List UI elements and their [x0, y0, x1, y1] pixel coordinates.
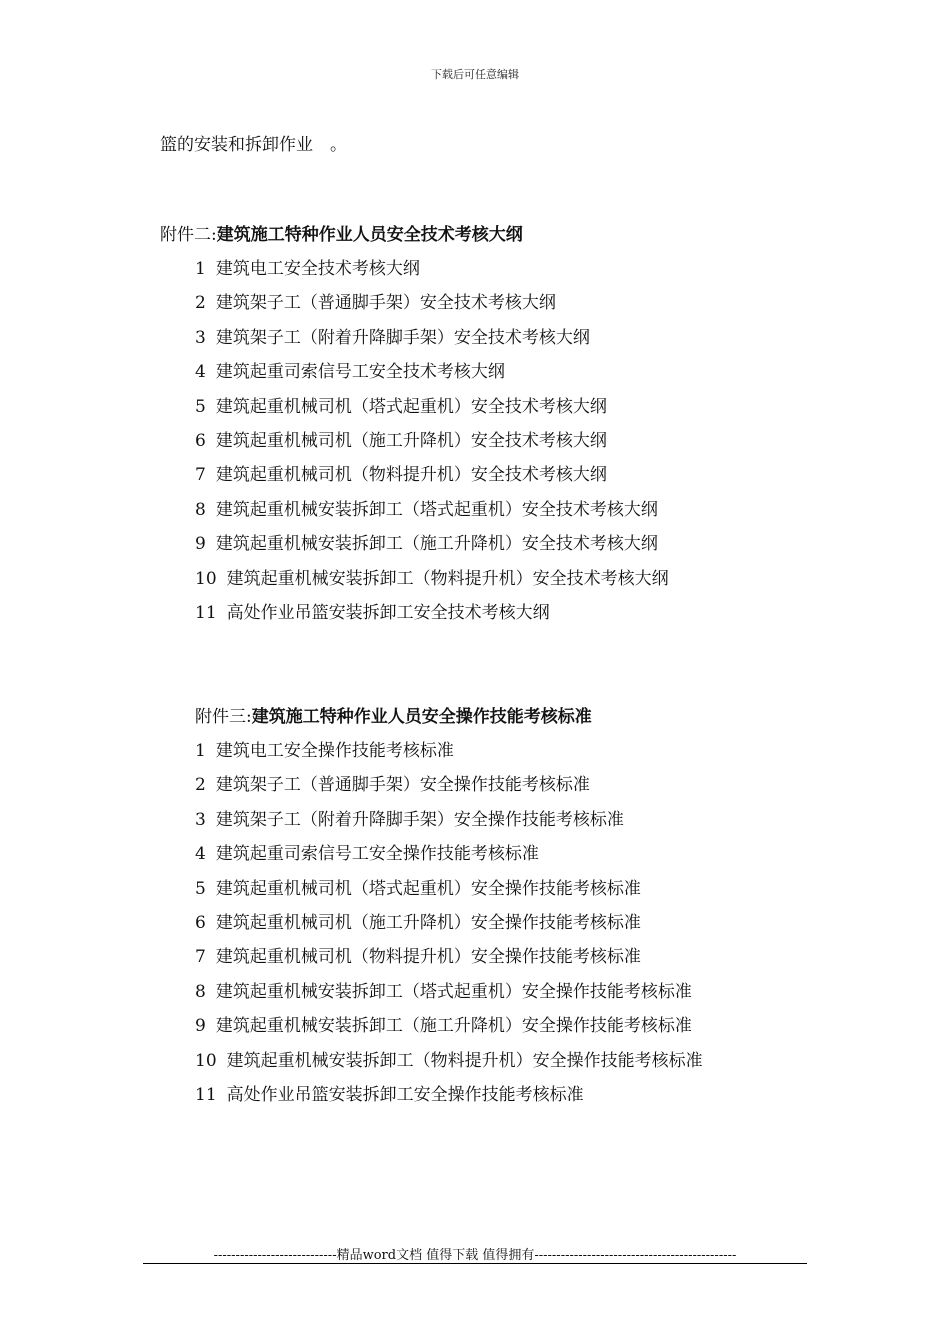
list-item — [195, 321, 669, 355]
item-number: 4 — [195, 362, 206, 383]
appendix-2-title: 建筑施工特种作业人员安全技术考核大纲 — [216, 225, 523, 245]
item-text: 建筑架子工（附着升降脚手架）安全操作技能考核标准 — [215, 809, 624, 830]
item-number: 6 — [195, 430, 206, 451]
item-number: 2 — [195, 293, 206, 314]
list-item — [195, 527, 669, 561]
page-header: 下载后可任意编辑 — [431, 68, 519, 81]
item-number: 1 — [195, 259, 206, 279]
list-item — [195, 906, 703, 940]
list-item — [195, 1044, 703, 1078]
item-text: 建筑电工安全技术考核大纲 — [215, 259, 420, 279]
item-text: 建筑架子工（普通脚手架）安全技术考核大纲 — [215, 293, 556, 314]
item-text: 建筑起重司索信号工安全操作技能考核标准 — [215, 844, 539, 865]
list-item — [195, 1009, 703, 1043]
item-number: 1 — [195, 741, 206, 761]
appendix-3-title: 建筑施工特种作业人员安全操作技能考核标准 — [251, 707, 592, 727]
item-number: 10 — [195, 568, 217, 589]
list-item — [195, 252, 669, 286]
list-item — [195, 803, 703, 837]
list-item — [195, 596, 669, 630]
item-number: 3 — [195, 327, 206, 348]
list-item — [195, 837, 703, 871]
item-text: 建筑架子工（普通脚手架）安全操作技能考核标准 — [215, 775, 590, 796]
appendix-2-list — [160, 252, 669, 630]
list-item — [195, 1078, 703, 1112]
item-text: 建筑起重机械司机（物料提升机）安全操作技能考核标准 — [215, 947, 641, 968]
item-text: 建筑起重机械安装拆卸工（物料提升机）安全操作技能考核标准 — [226, 1050, 703, 1071]
appendix-3-prefix: 附件三: — [195, 707, 252, 727]
item-number: 11 — [195, 1084, 217, 1105]
item-text: 建筑起重机械司机（物料提升机）安全技术考核大纲 — [215, 465, 607, 486]
item-number: 5 — [195, 878, 206, 899]
list-item — [195, 286, 669, 320]
appendix-3-heading — [195, 700, 703, 734]
list-item — [195, 355, 669, 389]
list-item — [195, 458, 669, 492]
item-text: 建筑起重机械安装拆卸工（塔式起重机）安全操作技能考核标准 — [215, 981, 692, 1002]
list-item — [195, 562, 669, 596]
item-text: 建筑起重机械司机（施工升降机）安全技术考核大纲 — [215, 430, 607, 451]
item-number: 10 — [195, 1050, 217, 1071]
item-number: 7 — [195, 465, 206, 486]
item-text: 建筑起重机械安装拆卸工（施工升降机）安全技术考核大纲 — [215, 534, 658, 555]
list-item — [195, 768, 703, 802]
item-text: 建筑电工安全操作技能考核标准 — [215, 741, 454, 761]
list-item — [195, 872, 703, 906]
item-number: 4 — [195, 844, 206, 865]
item-text: 建筑起重机械司机（塔式起重机）安全操作技能考核标准 — [215, 878, 641, 899]
item-text: 高处作业吊篮安装拆卸工安全技术考核大纲 — [226, 602, 550, 623]
item-number: 2 — [195, 775, 206, 796]
appendix-2-section — [160, 218, 669, 630]
appendix-2-prefix: 附件二: — [160, 225, 217, 245]
continuation-text: 篮的安装和拆卸作业 。 — [160, 135, 347, 155]
page-footer: ----------------------------精品word文档 值得下载 值得拥有---------------------------------------------- — [213, 1248, 737, 1263]
item-number: 8 — [195, 499, 206, 520]
list-item — [195, 940, 703, 974]
list-item — [195, 424, 669, 458]
item-text: 建筑起重机械司机（塔式起重机）安全技术考核大纲 — [215, 396, 607, 417]
appendix-2-heading — [160, 218, 669, 252]
item-number: 5 — [195, 396, 206, 417]
item-number: 11 — [195, 602, 217, 623]
appendix-3-section — [195, 700, 703, 1112]
item-text: 高处作业吊篮安装拆卸工安全操作技能考核标准 — [226, 1084, 584, 1105]
item-number: 9 — [195, 534, 206, 555]
list-item — [195, 390, 669, 424]
list-item — [195, 493, 669, 527]
item-number: 3 — [195, 809, 206, 830]
item-number: 7 — [195, 947, 206, 968]
item-number: 6 — [195, 912, 206, 933]
list-item — [195, 975, 703, 1009]
item-number: 8 — [195, 981, 206, 1002]
item-text: 建筑起重司索信号工安全技术考核大纲 — [215, 362, 505, 383]
footer-rule — [143, 1263, 807, 1264]
item-text: 建筑架子工（附着升降脚手架）安全技术考核大纲 — [215, 327, 590, 348]
item-text: 建筑起重机械安装拆卸工（物料提升机）安全技术考核大纲 — [226, 568, 669, 589]
appendix-3-list — [195, 734, 703, 1112]
item-text: 建筑起重机械安装拆卸工（塔式起重机）安全技术考核大纲 — [215, 499, 658, 520]
list-item — [195, 734, 703, 768]
item-text: 建筑起重机械安装拆卸工（施工升降机）安全操作技能考核标准 — [215, 1016, 692, 1037]
item-number: 9 — [195, 1016, 206, 1037]
item-text: 建筑起重机械司机（施工升降机）安全操作技能考核标准 — [215, 912, 641, 933]
